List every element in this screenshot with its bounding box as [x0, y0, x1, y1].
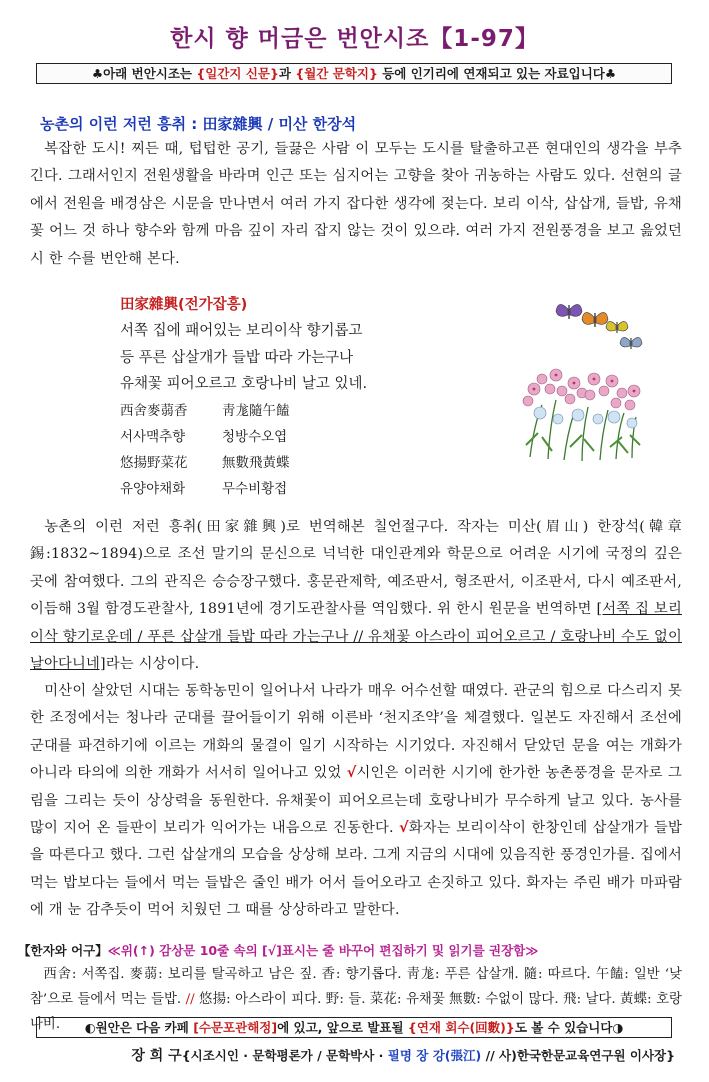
- glossary-text: 悠揚: 아스라이 피다. 野: 들. 菜花: 유채꽃 無數: 수없이 많다. 飛: 날다. 黃蝶: 호랑나비.: [30, 992, 682, 1032]
- reading-verse-first: 유양야채화: [120, 480, 186, 497]
- article-heading: 농촌의 이런 저런 흥취 : 田家雜興 / 미산 한장석: [40, 115, 357, 133]
- hanja-row: [120, 398, 420, 424]
- cafe-notice-prefix: ◐원안은 다음 카페: [84, 1020, 194, 1035]
- hanja-verse-first: 悠揚野菜花: [120, 454, 188, 471]
- author-name: 장 희 구: [131, 1048, 182, 1064]
- flower-field: [523, 369, 640, 461]
- vocabulary-label: 【한자와 어구】: [18, 943, 108, 958]
- hanja-row: [120, 450, 420, 476]
- notice-daily-paper: {일간지 신문}: [196, 66, 279, 81]
- appreciation-text: 미산이 살았던 시대는 동학농민이 일어나서 나라가 매우 어수선할 때였다. 관군의 힘으로 다스리지 못한 조정에서는 청나라 군대를 끌어들이기 위해 이른바 ‘천지조약’을 체결했다. 일본도 자진해서 조선에 군대를 파견하기에 이르는 개화의 물결이 일기 시작하는 시기었다. 자진해서 닫았던 문을 여는 개화가 아니라 타의에 의한 개화가 서서히 일어나고 있었: [30, 683, 682, 782]
- notice-mid: 과: [278, 66, 296, 81]
- commentary-tail: 라는 시상이다.: [105, 656, 200, 673]
- appreciation-text: 화자는 보리이삭이 한창인데 삽살개가 들밥을 따른다고 했다. 그런 삽살개의 모습을 상상해 보라. 그게 지금의 시대에 있음직한 풍경인가를. 집에서 먹는 밥보다는 들에서 먹는 들밥은 줄인 배가 어서 들어오라고 손짓하고 있다. 화자는 주린 배가 마파람에 개 눈 감추듯이 먹어 치웠던 그 때를 상상하라고 말한다.: [30, 820, 682, 919]
- cafe-notice-mid: 에 있고, 앞으로 발표될: [277, 1020, 408, 1035]
- poem-line: 등 푸른 삽살개가 들밥 따라 가는구나: [120, 349, 354, 366]
- poem-title: 田家雜興(전가잡흥): [120, 297, 248, 313]
- butterfly-icon: [620, 337, 642, 349]
- reading-row: [120, 424, 420, 450]
- cafe-notice-suffix: 도 볼 수 있습니다◑: [514, 1020, 624, 1035]
- reading-row: [120, 476, 420, 502]
- check-mark-icon: √: [399, 820, 409, 837]
- glossary-text: 西舍: 서쪽집. 麥蒻: 보리를 탈곡하고 남은 짚. 香: 향기롭다. 靑尨: 푸른 삽살개. 隨: 따르다. 午饁: 일반 ‘낮참’으로 들에서 먹는 들밥.: [30, 967, 682, 1007]
- series-count: {연재 회수(回數)}: [407, 1020, 515, 1035]
- commentary-text: 농촌의 이런 저런 흥취(田家雜興)로 번역해본 칠언절구다. 작자는 미산(眉山) 한장석(韓章錫:1832~1894)으로 조선 말기의 문신으로 넉넉한 대인관계와 학문으로 어려운 시기에 국정의 깊은 곳에 참여했다. 그의 관직은 승승장구했다. 홍문관제학, 예조판서, 형조판서, 이조판서, 다시 예조판서, 이듬해 3월 함경도관찰사, 1891년에 경기도관찰사를 역임했다. 위 한시 원문을 번역하면: [30, 519, 682, 618]
- series-notice: [36, 63, 672, 84]
- author-credit: [131, 1045, 675, 1065]
- appreciation-paragraph: [30, 678, 682, 925]
- reading-verse-first: 서사맥추향: [120, 428, 186, 445]
- notice-suffix: 등에 인기리에 연재되고 있는 자료입니다♣: [377, 66, 617, 81]
- cafe-notice: [36, 1017, 672, 1038]
- poem-translation: [서쪽 집 보리 이삭 향기로운데 / 푸른 삽살개 들밥 따라 가는구나 // 유채꽃 아스라이 피어오르고 / 호랑나비 수도 없이 날아다니네]: [30, 601, 682, 673]
- author-pen-name: 필명 장 강(張江): [387, 1048, 482, 1063]
- check-mark-icon: √: [346, 765, 357, 782]
- page-title: 한시 향 머금은 번안시조【1-97】: [170, 26, 539, 52]
- author-roles: {시조시인 · 문학평론가 / 문학박사 ·: [181, 1048, 388, 1063]
- butterfly-icon: [556, 304, 582, 319]
- butterflies-and-flowers-drawing: [512, 295, 652, 465]
- butterfly-icon: [582, 312, 608, 327]
- reading-verse-second: 무수비황접: [222, 480, 288, 497]
- notice-monthly-magazine: {월간 문학지}: [295, 66, 378, 81]
- author-organization: // 사)한국한문교육연구원 이사장}: [481, 1048, 675, 1063]
- commentary-paragraph: [30, 514, 682, 678]
- appreciation-text: 시인은 이러한 시기에 한가한 농촌풍경을 문자로 그림을 그리는 듯이 상상력을 동원한다. 유채꽃이 피어오르는데 호랑나비가 무수하게 날고 있다. 농사를 많이 지어 온 들판이 보리가 익어가는 내음으로 진동한다.: [30, 765, 682, 837]
- hanja-verse-second: 靑尨隨午饁: [222, 402, 290, 419]
- intro-paragraph: 복잡한 도시! 찌든 때, 텁텁한 공기, 들끓은 사람 이 모두는 도시를 탈출하고픈 현대인의 생각을 부추긴다. 그래서인지 전원생활을 바라며 인근 또는 심지어는 고향을 찾아 귀농하는 사람도 있다. 선현의 글에서 전원을 배경삼은 시문을 만나면서 여러 가지 잡다한 생각에 젖는다. 보리 이삭, 삽삽개, 들밥, 유채꽃 어느 것 하나 향수와 함께 마음 깊이 자리 잡지 않는 것이 있으랴. 여러 가지 전원풍경을 보고 읊었던 시 한 수를 번안해 본다.: [30, 141, 682, 267]
- notice-prefix: ♣아래 번안시조는: [91, 66, 197, 81]
- glossary-divider: //: [185, 992, 195, 1007]
- butterfly-icon: [606, 321, 628, 333]
- vocabulary-heading: [18, 941, 538, 959]
- poem-line: 유채꽃 피어오르고 호랑나비 날고 있네.: [120, 376, 368, 392]
- vocabulary-note: ≪위(↑) 감상문 10줄 속의 [√]표시는 줄 바꾸어 편집하기 및 읽기를 권장함≫: [107, 943, 539, 958]
- reading-verse-second: 청방수오엽: [222, 428, 288, 445]
- poem-line: 서쪽 집에 패어있는 보리이삭 향기롭고: [120, 323, 363, 339]
- poem-block: [120, 292, 420, 502]
- cafe-name: [수문포관해정]: [193, 1020, 278, 1035]
- hanja-verse-first: 西舍麥蒻香: [120, 402, 188, 419]
- hanja-verse-second: 無數飛黃蝶: [222, 454, 290, 471]
